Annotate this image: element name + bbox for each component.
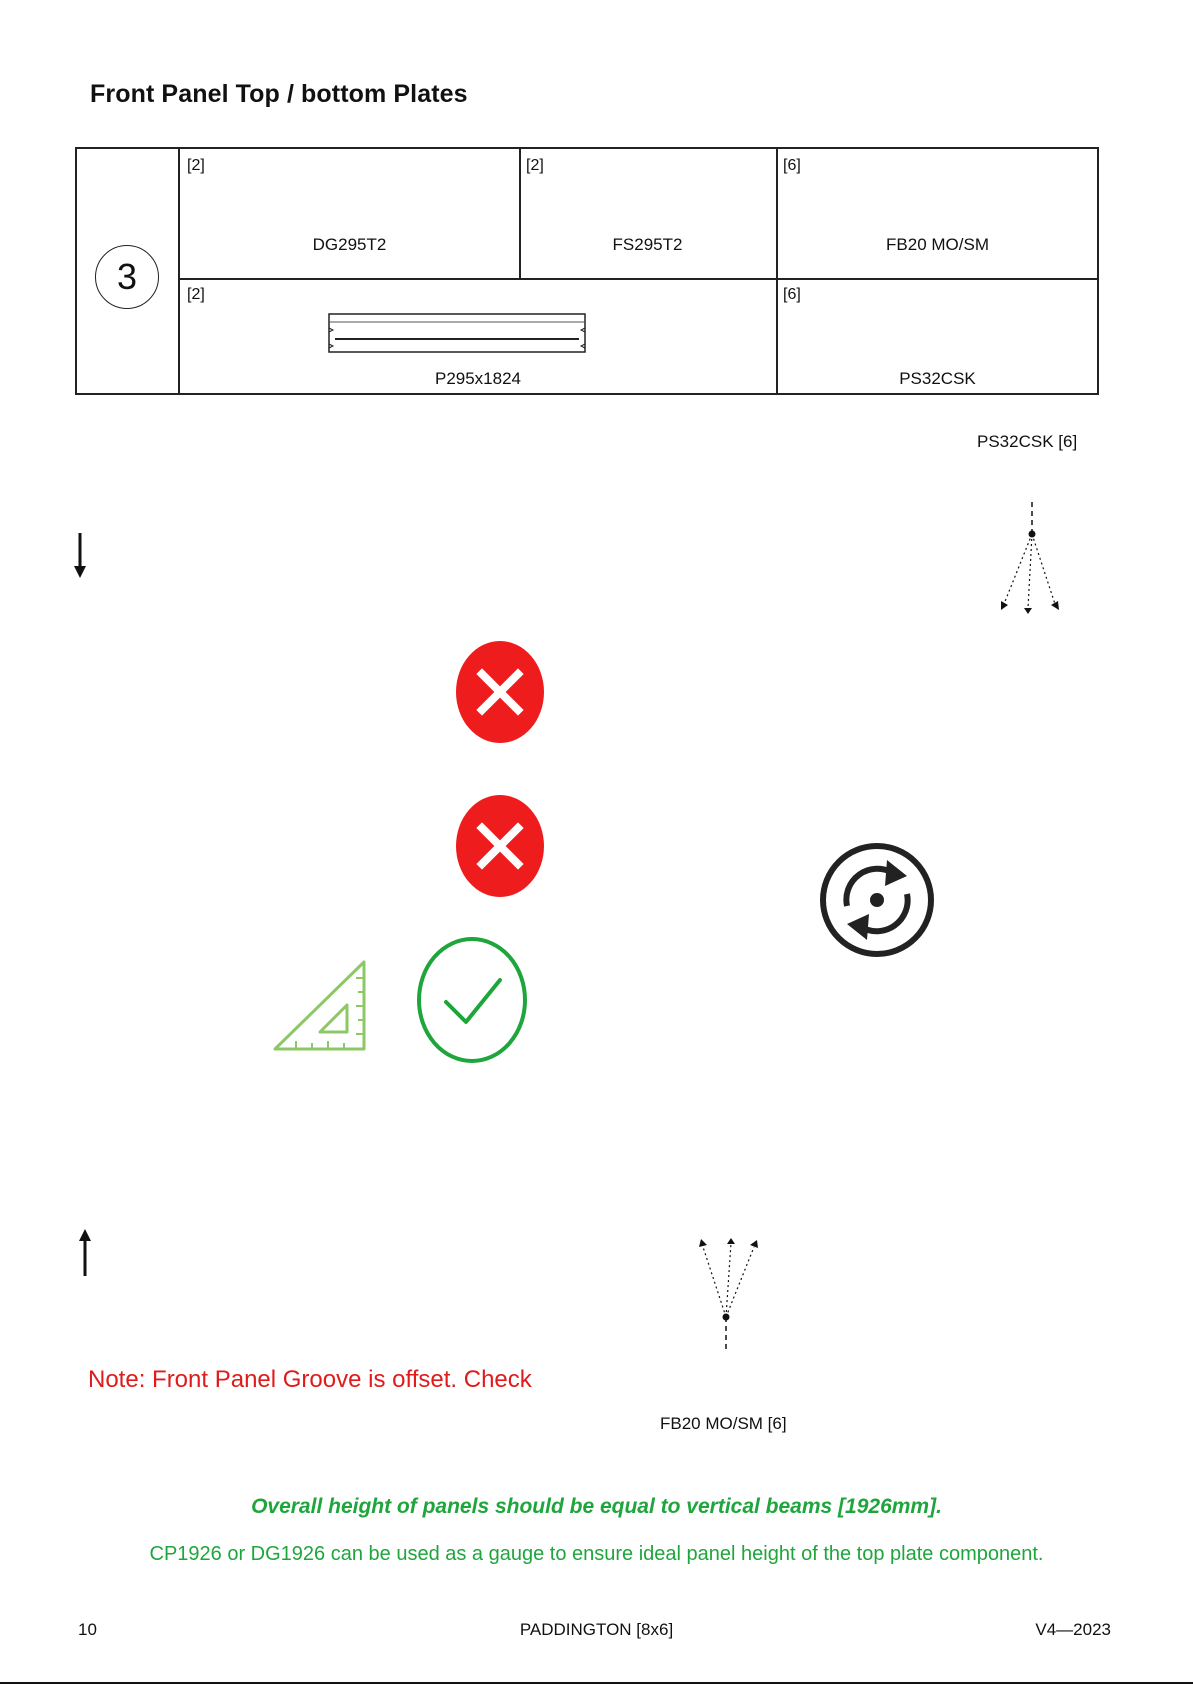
wrong-icon <box>455 794 545 898</box>
bolt-callout-label: FB20 MO/SM [6] <box>660 1414 787 1433</box>
part-code: PS32CSK <box>899 369 976 388</box>
part-code: DG295T2 <box>312 235 387 254</box>
part-qty: [6] <box>783 286 801 303</box>
bolt-direction-icon <box>694 1237 764 1352</box>
panel-plate-icon <box>327 312 587 356</box>
set-square-icon <box>272 958 368 1052</box>
part-qty: [6] <box>783 157 801 174</box>
part-qty: [2] <box>526 157 544 174</box>
page-title: Front Panel Top / bottom Plates <box>90 80 468 108</box>
part-qty: [2] <box>187 286 205 303</box>
arrow-up-icon <box>77 1228 93 1276</box>
part-code: P295x1824 <box>434 369 522 388</box>
table-divider-vertical <box>519 149 521 278</box>
part-code: FS295T2 <box>612 235 683 254</box>
rotate-icon <box>817 840 937 960</box>
version-label: V4—2023 <box>1035 1620 1111 1639</box>
model-name: PADDINGTON [8x6] <box>519 1620 674 1639</box>
step-number: 3 <box>95 245 159 309</box>
groove-note: Note: Front Panel Groove is offset. Check <box>88 1366 532 1393</box>
screw-callout-label: PS32CSK [6] <box>977 432 1078 451</box>
bottom-rule <box>0 1682 1193 1684</box>
arrow-down-icon <box>72 533 88 579</box>
part-qty: [2] <box>187 157 205 174</box>
parts-table <box>75 147 1099 395</box>
page-number: 10 <box>78 1620 97 1639</box>
screw-direction-icon <box>995 500 1065 615</box>
step-cell <box>77 149 180 393</box>
wrong-icon <box>455 640 545 744</box>
part-code: FB20 MO/SM <box>886 235 989 254</box>
table-divider-vertical <box>776 149 778 395</box>
table-divider-horizontal <box>180 278 1099 280</box>
correct-check-icon <box>416 936 528 1064</box>
gauge-tip-instruction: CP1926 or DG1926 can be used as a gauge to ensure ideal panel height of the top plate component. <box>149 1543 1044 1565</box>
height-rule-instruction: Overall height of panels should be equal to vertical beams [1926mm]. <box>251 1495 942 1518</box>
